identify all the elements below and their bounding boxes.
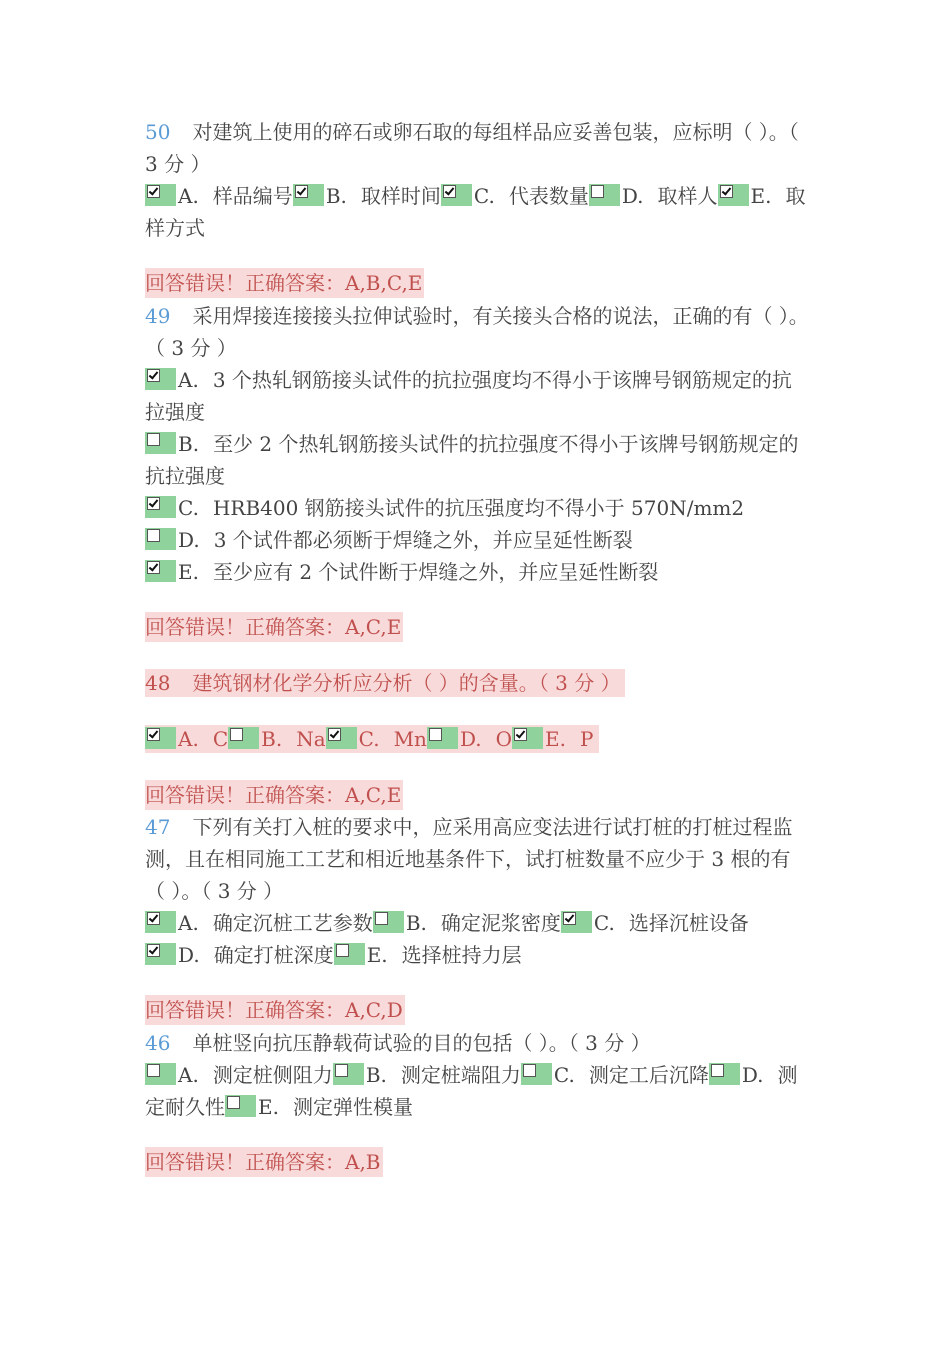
question-text: 采用焊接连接接头拉伸试验时，有关接头合格的说法，正确的有（ ）。（ 3 分 ）: [145, 304, 809, 360]
option-d[interactable]: D. 取样人: [589, 184, 718, 208]
checkbox-icon[interactable]: [718, 184, 749, 206]
answer-result: 回答错误！正确答案：A,B,C,E: [145, 268, 424, 298]
option-e[interactable]: E. 至少应有 2 个试件断于焊缝之外，并应呈延性断裂: [145, 556, 810, 588]
option-a[interactable]: A. 样品编号: [145, 184, 293, 208]
question-number: 48: [145, 671, 171, 695]
question-stem: [145, 1027, 810, 1059]
question-50: [145, 116, 810, 244]
question-number: 50: [145, 120, 171, 144]
option-d[interactable]: D. O: [427, 727, 512, 751]
question-stem: [145, 116, 810, 180]
option-c[interactable]: C. 选择沉桩设备: [561, 911, 749, 935]
question-text: 下列有关打入桩的要求中，应采用高应变法进行试打桩的打桩过程监测，且在相同施工工艺和相近地基条件下，试打桩数量不应少于 3 根的有（ ）。（ 3 分 ）: [145, 815, 793, 903]
question-47: [145, 811, 810, 971]
checkbox-icon[interactable]: [145, 911, 176, 933]
checkbox-icon[interactable]: [441, 184, 472, 206]
option-d[interactable]: D. 确定打桩深度: [145, 943, 334, 967]
question-stem: [145, 667, 810, 699]
checkbox-icon[interactable]: [228, 727, 259, 749]
checkbox-icon[interactable]: [334, 943, 365, 965]
checkbox-icon[interactable]: [145, 432, 176, 454]
answer-result: 回答错误！正确答案：A,C,D: [145, 995, 405, 1025]
option-b[interactable]: B. 至少 2 个热轧钢筋接头试件的抗拉强度不得小于该牌号钢筋规定的抗拉强度: [145, 432, 799, 488]
checkbox-icon[interactable]: [512, 727, 543, 749]
checkbox-icon[interactable]: [145, 184, 176, 206]
checkbox-icon[interactable]: [709, 1063, 740, 1085]
answer-result: 回答错误！正确答案：A,C,E: [145, 780, 403, 810]
option-c[interactable]: C. Mn: [326, 727, 427, 751]
question-text: 建筑钢材化学分析应分析（ ）的含量。（ 3 分 ）: [192, 671, 621, 695]
options: [145, 180, 810, 244]
answer-result: 回答错误！正确答案：A,C,E: [145, 612, 403, 642]
option-b[interactable]: B. 确定泥浆密度: [373, 911, 561, 935]
question-46: [145, 1027, 810, 1123]
option-c[interactable]: C. 代表数量: [441, 184, 589, 208]
option-d[interactable]: D. 3 个试件都必须断于焊缝之外，并应呈延性断裂: [145, 524, 810, 556]
option-c[interactable]: C. HRB400 钢筋接头试件的抗压强度均不得小于 570N/mm2: [145, 492, 810, 524]
checkbox-icon[interactable]: [145, 943, 176, 965]
question-text: 对建筑上使用的碎石或卵石取的每组样品应妥善包装，应标明（ ）。（ 3 分 ）: [145, 120, 799, 176]
checkbox-icon[interactable]: [293, 184, 324, 206]
checkbox-icon[interactable]: [373, 911, 404, 933]
option-a[interactable]: A. 确定沉桩工艺参数: [145, 911, 373, 935]
question-number: 49: [145, 304, 171, 328]
option-e[interactable]: E. 选择桩持力层: [334, 943, 522, 967]
question-stem: [145, 811, 810, 907]
checkbox-icon[interactable]: [333, 1063, 364, 1085]
options: [145, 1059, 810, 1123]
option-e[interactable]: E. 测定弹性模量: [225, 1095, 413, 1119]
options: [145, 907, 810, 971]
option-e[interactable]: E. 取样方式: [145, 184, 806, 240]
checkbox-icon[interactable]: [145, 368, 176, 390]
option-d[interactable]: D. 测定耐久性: [145, 1063, 798, 1119]
option-b[interactable]: B. Na: [228, 727, 326, 751]
question-text: 单桩竖向抗压静载荷试验的目的包括（ ）。（ 3 分 ）: [192, 1031, 651, 1055]
question-48: [145, 667, 810, 755]
checkbox-icon[interactable]: [145, 1063, 176, 1085]
checkbox-icon[interactable]: [145, 560, 176, 582]
option-b[interactable]: B. 取样时间: [293, 184, 441, 208]
checkbox-icon[interactable]: [326, 727, 357, 749]
checkbox-icon[interactable]: [589, 184, 620, 206]
option-a[interactable]: A. 3 个热轧钢筋接头试件的抗拉强度均不得小于该牌号钢筋规定的抗拉强度: [145, 368, 792, 424]
option-a[interactable]: A. 测定桩侧阻力: [145, 1063, 333, 1087]
option-b[interactable]: B. 测定桩端阻力: [333, 1063, 521, 1087]
option-c[interactable]: C. 测定工后沉降: [521, 1063, 709, 1087]
option-a[interactable]: A. C: [145, 727, 228, 751]
question-number: 47: [145, 815, 171, 839]
question-stem: [145, 300, 810, 364]
checkbox-icon[interactable]: [521, 1063, 552, 1085]
question-number: 46: [145, 1031, 171, 1055]
checkbox-icon[interactable]: [561, 911, 592, 933]
option-e[interactable]: E. P: [512, 727, 593, 751]
checkbox-icon[interactable]: [225, 1095, 256, 1117]
question-49: [145, 300, 810, 588]
checkbox-icon[interactable]: [145, 727, 176, 749]
checkbox-icon[interactable]: [145, 496, 176, 518]
checkbox-icon[interactable]: [145, 528, 176, 550]
options: [145, 723, 810, 755]
answer-result: 回答错误！正确答案：A,B: [145, 1147, 383, 1177]
checkbox-icon[interactable]: [427, 727, 458, 749]
